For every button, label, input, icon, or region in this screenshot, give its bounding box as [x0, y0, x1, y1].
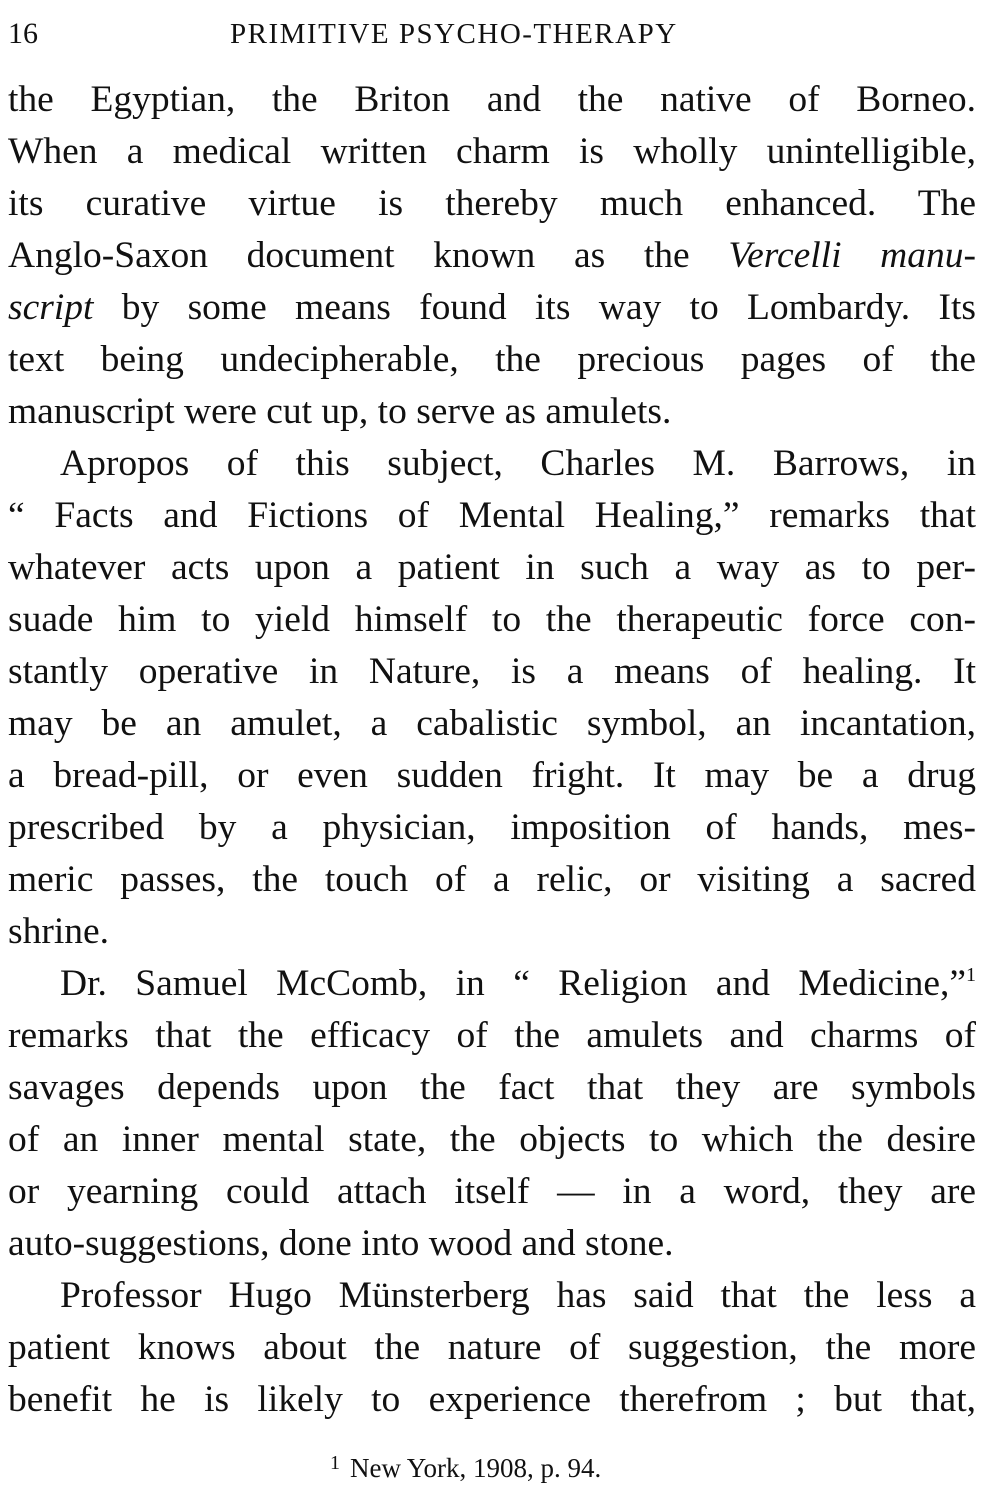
text-line: text being undecipherable, the precious pages of the — [8, 339, 976, 380]
italic-title: script — [8, 287, 94, 328]
text-line: the Egyptian, the Briton and the native of Borneo. — [8, 79, 976, 120]
text-line: a bread-pill, or even sudden fright. It may be a drug — [8, 755, 976, 796]
footnote-text: New York, 1908, p. 94. — [350, 1453, 602, 1483]
text-line: stantly operative in Nature, is a means of healing. It — [8, 651, 976, 692]
text-line: Apropos of this subject, Charles M. Barrows, in — [60, 443, 976, 484]
paragraph-2 — [8, 438, 976, 958]
text-line: shrine. — [8, 911, 110, 952]
text-line: may be an amulet, a cabalistic symbol, an incantation, — [8, 703, 976, 744]
footnote-marker: 1 — [330, 1452, 340, 1474]
text-line — [8, 230, 976, 282]
text-line — [8, 958, 976, 1010]
text-line: of an inner mental state, the objects to which the desire — [8, 1119, 976, 1160]
paragraph-4 — [8, 1270, 976, 1426]
text-line: remarks that the efficacy of the amulets and charms of — [8, 1015, 976, 1056]
text-line: Professor Hugo Münsterberg has said that the less a — [60, 1275, 976, 1316]
footnote — [330, 1446, 601, 1485]
text-run: by some means found its way to Lombardy. Its — [93, 287, 976, 328]
running-title: PRIMITIVE PSYCHO-THERAPY — [230, 18, 678, 50]
text-line — [8, 282, 976, 334]
text-line: benefit he is likely to experience therefrom ; but that, — [8, 1379, 976, 1420]
running-head — [8, 14, 988, 54]
paragraph-1 — [8, 74, 976, 438]
page-number: 16 — [8, 17, 38, 50]
italic-title: Vercelli manu- — [728, 235, 976, 276]
text-line: meric passes, the touch of a relic, or visiting a sacred — [8, 859, 976, 900]
text-line: whatever acts upon a patient in such a way as to per- — [8, 547, 976, 588]
text-line: prescribed by a physician, imposition of hands, mes- — [8, 807, 976, 848]
text-line: patient knows about the nature of suggestion, the more — [8, 1327, 976, 1368]
text-run: Anglo-Saxon document known as the — [8, 235, 729, 276]
text-line: “ Facts and Fictions of Mental Healing,” remarks that — [8, 495, 976, 536]
text-line: or yearning could attach itself — in a word, they are — [8, 1171, 976, 1212]
footnote-reference: 1 — [966, 964, 976, 986]
text-line: savages depends upon the fact that they are symbols — [8, 1067, 976, 1108]
text-line: suade him to yield himself to the therapeutic force con- — [8, 599, 976, 640]
body-text — [8, 74, 976, 1426]
paragraph-3 — [8, 958, 976, 1270]
text-run: Dr. Samuel McComb, in “ Religion and Medicine,” — [60, 963, 966, 1004]
text-line: its curative virtue is thereby much enhanced. The — [8, 183, 976, 224]
text-line: auto-suggestions, done into wood and stone. — [8, 1223, 674, 1264]
text-line: When a medical written charm is wholly unintelligible, — [8, 131, 976, 172]
text-line: manuscript were cut up, to serve as amulets. — [8, 391, 672, 432]
